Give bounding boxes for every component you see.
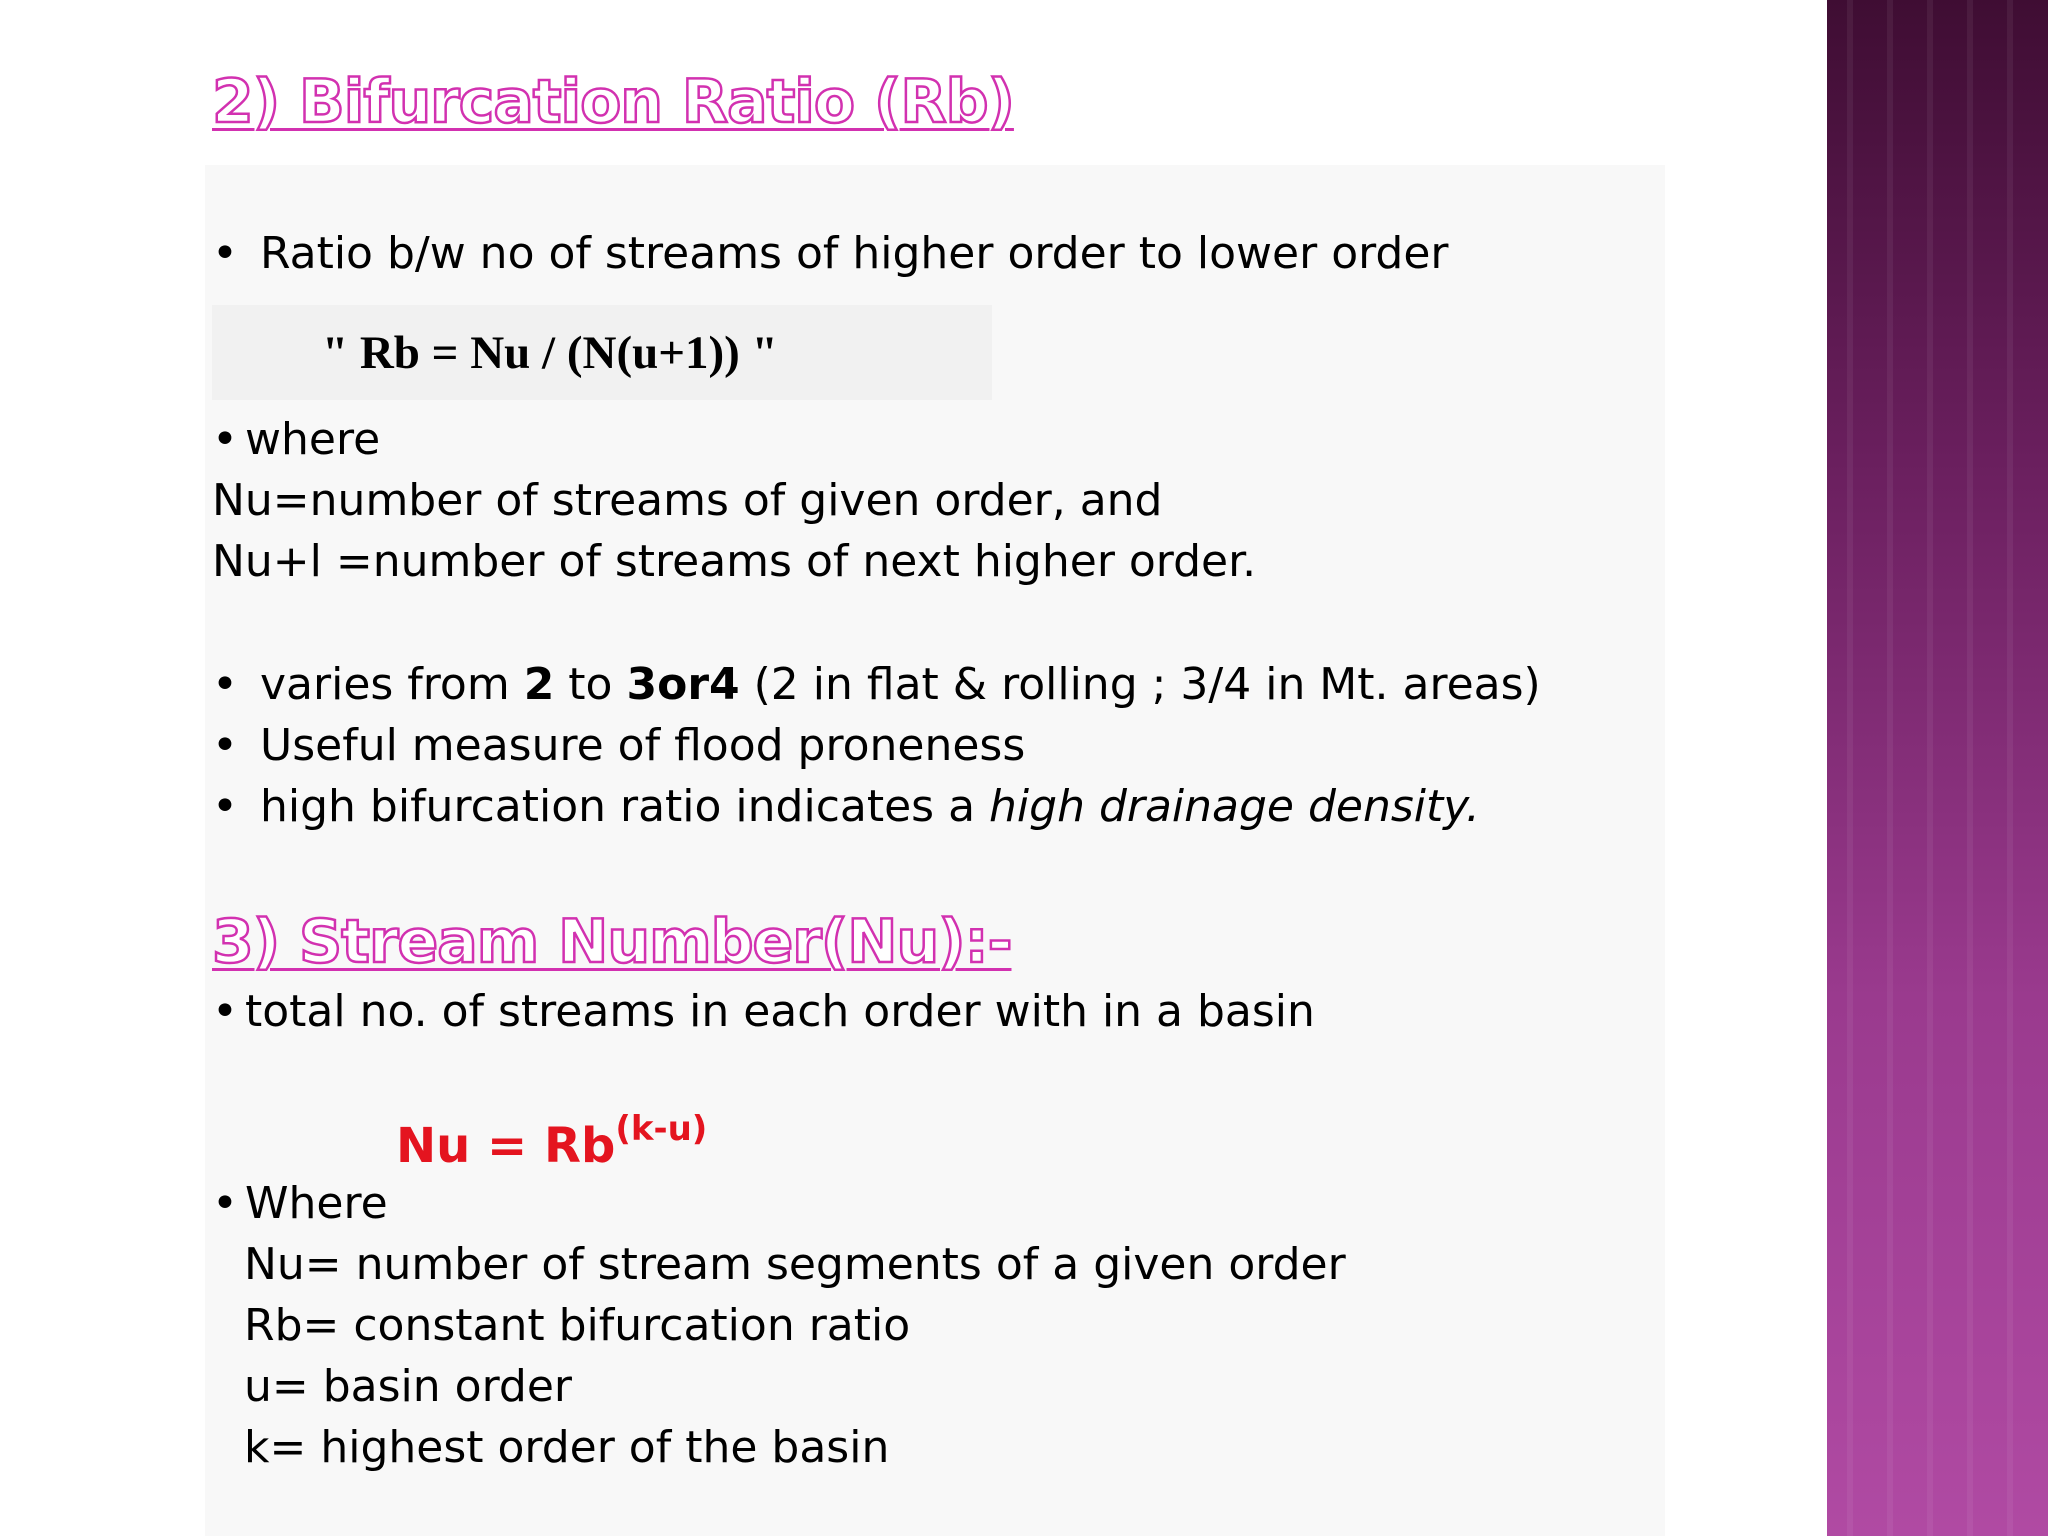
definition-nu-plus-1: Nu+l =number of streams of next higher order.	[212, 536, 1257, 587]
bullet-useful	[212, 720, 1026, 771]
bullet-high-ratio	[212, 781, 1480, 832]
high-ratio-italic: high drainage density.	[989, 781, 1480, 832]
bullet-marker: •	[212, 659, 238, 710]
varies-suffix: (2 in flat & rolling ; 3/4 in Mt. areas)	[739, 659, 1541, 710]
where-label-2: Where	[245, 1178, 388, 1229]
where-line	[212, 414, 381, 465]
decorative-sidebar	[1827, 0, 2048, 1536]
formula-base: Nu = Rb	[396, 1118, 616, 1174]
high-ratio-prefix: high bifurcation ratio indicates a	[260, 781, 990, 832]
varies-value-low: 2	[523, 659, 555, 710]
bullet-marker: •	[212, 781, 238, 832]
total-streams-text: total no. of streams in each order with in a basin	[245, 986, 1315, 1037]
definition-nu: Nu=number of streams of given order, and	[212, 475, 1163, 526]
bullet-total-streams	[212, 986, 1315, 1037]
where-line-2	[212, 1178, 388, 1229]
formula-exponent: (k-u)	[615, 1109, 708, 1149]
bullet-ratio-text: Ratio b/w no of streams of higher order to lower order	[260, 228, 1449, 279]
bullet-marker: •	[212, 1178, 238, 1229]
bullet-marker: •	[212, 414, 238, 465]
formula-stream-number	[396, 1109, 708, 1174]
definition-item: Nu= number of stream segments of a given order	[244, 1239, 1346, 1290]
section-heading-bifurcation-ratio: 2) Bifurcation Ratio (Rb)	[212, 67, 1014, 137]
bullet-marker: •	[212, 720, 238, 771]
formula-bifurcation-ratio: " Rb = Nu / (N(u+1)) "	[322, 327, 778, 379]
definition-item: u= basin order	[244, 1361, 572, 1412]
where-label: where	[245, 414, 381, 465]
varies-value-high: 3or4	[626, 659, 740, 710]
bullet-varies	[212, 659, 1541, 710]
varies-mid: to	[554, 659, 627, 710]
bullet-marker: •	[212, 986, 238, 1037]
definition-item: Rb= constant bifurcation ratio	[244, 1300, 911, 1351]
section-heading-stream-number: 3) Stream Number(Nu):-	[212, 907, 1012, 977]
varies-prefix: varies from	[260, 659, 524, 710]
bullet-ratio	[212, 228, 1449, 279]
bullet-marker: •	[212, 228, 238, 279]
definition-item: k= highest order of the basin	[244, 1422, 890, 1473]
bullet-useful-text: Useful measure of flood proneness	[260, 720, 1026, 771]
